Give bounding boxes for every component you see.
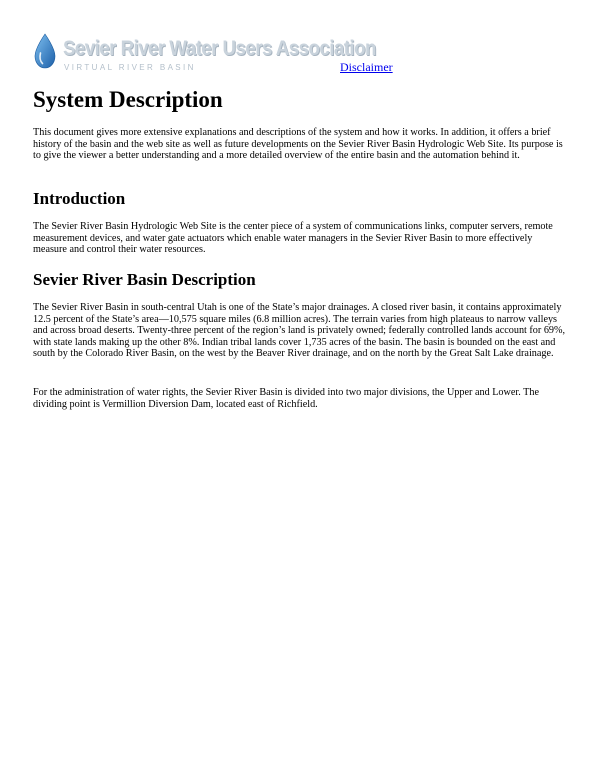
document-page — [33, 0, 567, 410]
intro-paragraph: This document gives more extensive explanations and descriptions of the system and how it works. In addition, it offers a brief history of the basin and the web site as well as future developments on the Sevier River Basin Hydrologic Web Site. Its purpose is to give the viewer a better understanding and a more detailed overview of the entire basin and the automation behind it. — [33, 127, 563, 162]
page-title: System Description — [33, 87, 223, 112]
introduction-paragraph: The Sevier River Basin Hydrologic Web Site is the center piece of a system of communications links, computer servers, remote measurement devices, and water gate actuators which enable water managers in the Sevier River Basin to more effectively measure and control their water resources. — [33, 221, 553, 256]
water-rights-paragraph: For the administration of water rights, the Sevier River Basin is divided into two major divisions, the Upper and Lower. The dividing point is Vermillion Diversion Dam, located east of Richfield. — [33, 387, 539, 410]
basin-description-paragraph: The Sevier River Basin in south-central Utah is one of the State’s major drainages. A closed river basin, it contains approximately 12.5 percent of the State’s area—10,575 square miles (6.8 million acres). The terrain varies from high plateaus to narrow valleys and across broad deserts. Twenty-three percent of the region’s land is privately owned; federally controlled lands account for 69%, with state lands making up the other 8%. Indian tribal lands cover 1,735 acres of the basin. The basin is bounded on the east and south by the Colorado River Basin, on the west by the Beaver River drainage, and on the north by the Great Salt Lake drainage. — [33, 302, 566, 360]
logo-title: Sevier River Water Users Association — [63, 37, 376, 60]
section-heading-introduction: Introduction — [33, 189, 126, 208]
water-drop-icon — [33, 33, 57, 69]
section-heading-basin-description: Sevier River Basin Description — [33, 270, 256, 289]
page-header — [33, 0, 567, 80]
disclaimer-link[interactable]: Disclaimer — [340, 60, 393, 74]
logo-subtitle: VIRTUAL RIVER BASIN — [64, 63, 196, 72]
